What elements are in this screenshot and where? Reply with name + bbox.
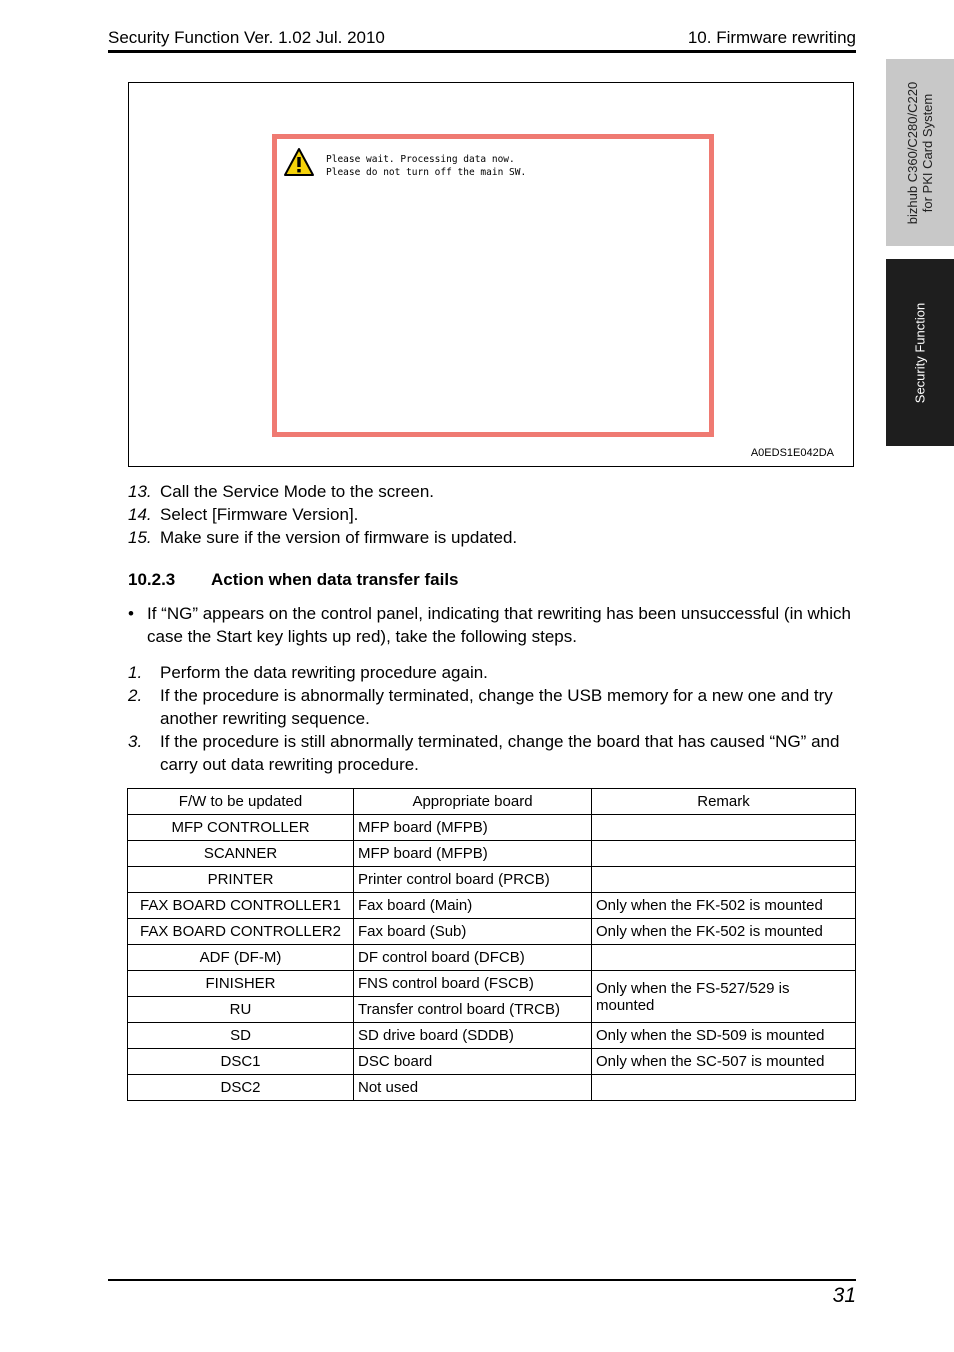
section-title: Action when data transfer fails — [211, 570, 459, 589]
table-cell-fw: SD — [128, 1023, 354, 1049]
table-cell-board: Not used — [354, 1075, 592, 1101]
step-text: Call the Service Mode to the screen. — [160, 482, 435, 501]
table-row — [128, 945, 856, 971]
side-tab-model-line2: for PKI Card System — [920, 93, 935, 212]
table-header-row — [128, 789, 856, 815]
step-number: 14. — [128, 505, 152, 524]
table-cell-remark — [592, 815, 856, 841]
table-cell-fw: ADF (DF-M) — [128, 945, 354, 971]
table-cell-fw: DSC2 — [128, 1075, 354, 1101]
table-header-cell: F/W to be updated — [128, 789, 354, 815]
table-header-cell: Remark — [592, 789, 856, 815]
table-cell-fw: FAX BOARD CONTROLLER2 — [128, 919, 354, 945]
step-text: Make sure if the version of firmware is updated. — [160, 528, 518, 547]
panel-screen-inner — [277, 139, 709, 432]
table-cell-fw: PRINTER — [128, 867, 354, 893]
table-row — [128, 867, 856, 893]
table-cell-fw: SCANNER — [128, 841, 354, 867]
section-heading — [128, 570, 459, 590]
table-cell-remark — [592, 841, 856, 867]
action-step-number: 1. — [128, 663, 143, 682]
side-tab-model-label — [905, 81, 935, 223]
side-tab-section — [886, 259, 954, 446]
action-step-number: 2. — [128, 686, 143, 705]
table-cell-board: Printer control board (PRCB) — [354, 867, 592, 893]
table-cell-board: DSC board — [354, 1049, 592, 1075]
table-cell-fw: RU — [128, 997, 354, 1023]
step-number: 15. — [128, 528, 152, 547]
step-item — [128, 526, 856, 549]
table-cell-fw: DSC1 — [128, 1049, 354, 1075]
header-right-text: 10. Firmware rewriting — [687, 28, 856, 47]
step-item — [128, 480, 856, 503]
table-row — [128, 1049, 856, 1075]
table-cell-fw: MFP CONTROLLER — [128, 815, 354, 841]
action-step-item — [128, 730, 856, 776]
table-header-cell: Appropriate board — [354, 789, 592, 815]
steps-list — [128, 480, 856, 549]
table-cell-board: SD drive board (SDDB) — [354, 1023, 592, 1049]
table-cell-remark — [592, 1075, 856, 1101]
side-tab-section-label: Security Function — [912, 302, 928, 403]
table-row — [128, 893, 856, 919]
table-cell-remark — [592, 867, 856, 893]
table-row — [128, 1075, 856, 1101]
table-cell-board: DF control board (DFCB) — [354, 945, 592, 971]
side-tab-model — [886, 59, 954, 246]
section-number: 10.2.3 — [128, 570, 176, 589]
table-row — [128, 815, 856, 841]
action-step-number: 3. — [128, 732, 143, 751]
table-cell-board: Fax board (Main) — [354, 893, 592, 919]
action-step-text: Perform the data rewriting procedure again. — [160, 663, 488, 682]
table-cell-remark: Only when the SC-507 is mounted — [592, 1049, 856, 1075]
action-step-item — [128, 661, 856, 684]
table-row — [128, 1023, 856, 1049]
page-number: 31 — [832, 1284, 856, 1307]
step-text: Select [Firmware Version]. — [160, 505, 359, 524]
panel-message-line1: Please wait. Processing data now. — [326, 154, 515, 165]
table-cell-fw: FINISHER — [128, 971, 354, 997]
table-cell-remark: Only when the SD-509 is mounted — [592, 1023, 856, 1049]
table-cell-board: MFP board (MFPB) — [354, 841, 592, 867]
table-row — [128, 919, 856, 945]
figure-id: A0EDS1E042DA — [750, 447, 834, 459]
panel-message-line2: Please do not turn off the main SW. — [326, 167, 527, 178]
header-rule — [108, 50, 856, 53]
table-cell-remark — [592, 945, 856, 971]
firmware-board-table — [127, 788, 856, 1101]
table-cell-board: FNS control board (FSCB) — [354, 971, 592, 997]
table-cell-board: MFP board (MFPB) — [354, 815, 592, 841]
table-cell-board: Fax board (Sub) — [354, 919, 592, 945]
warning-triangle-icon — [283, 147, 315, 177]
table-cell-remark: Only when the FS-527/529 is mounted — [592, 971, 856, 1023]
table-cell-fw: FAX BOARD CONTROLLER1 — [128, 893, 354, 919]
footer-rule — [108, 1279, 856, 1281]
figure-box — [128, 82, 854, 467]
action-step-item — [128, 684, 856, 730]
step-item — [128, 503, 856, 526]
panel-screen — [272, 134, 714, 437]
action-step-text: If the procedure is still abnormally terminated, change the board that has caused “NG” and carry out data rewriting procedure. — [160, 732, 840, 774]
table-cell-board: Transfer control board (TRCB) — [354, 997, 592, 1023]
panel-message — [326, 153, 526, 179]
step-number: 13. — [128, 482, 152, 501]
side-tab-model-line1: bizhub C360/C280/C220 — [905, 81, 920, 224]
action-step-text: If the procedure is abnormally terminated, change the USB memory for a new one and try another rewriting sequence. — [160, 686, 833, 728]
table-cell-remark: Only when the FK-502 is mounted — [592, 893, 856, 919]
bullet-symbol: • — [128, 604, 134, 623]
header-left-text: Security Function Ver. 1.02 Jul. 2010 — [108, 28, 385, 47]
action-steps-list — [128, 661, 856, 776]
table-row — [128, 841, 856, 867]
bullet-text: If “NG” appears on the control panel, indicating that rewriting has been unsuccessful (in which case the Start key lights up red), take the following steps. — [147, 604, 851, 646]
table-cell-remark: Only when the FK-502 is mounted — [592, 919, 856, 945]
table-row — [128, 971, 856, 997]
bullet-item — [128, 602, 856, 648]
